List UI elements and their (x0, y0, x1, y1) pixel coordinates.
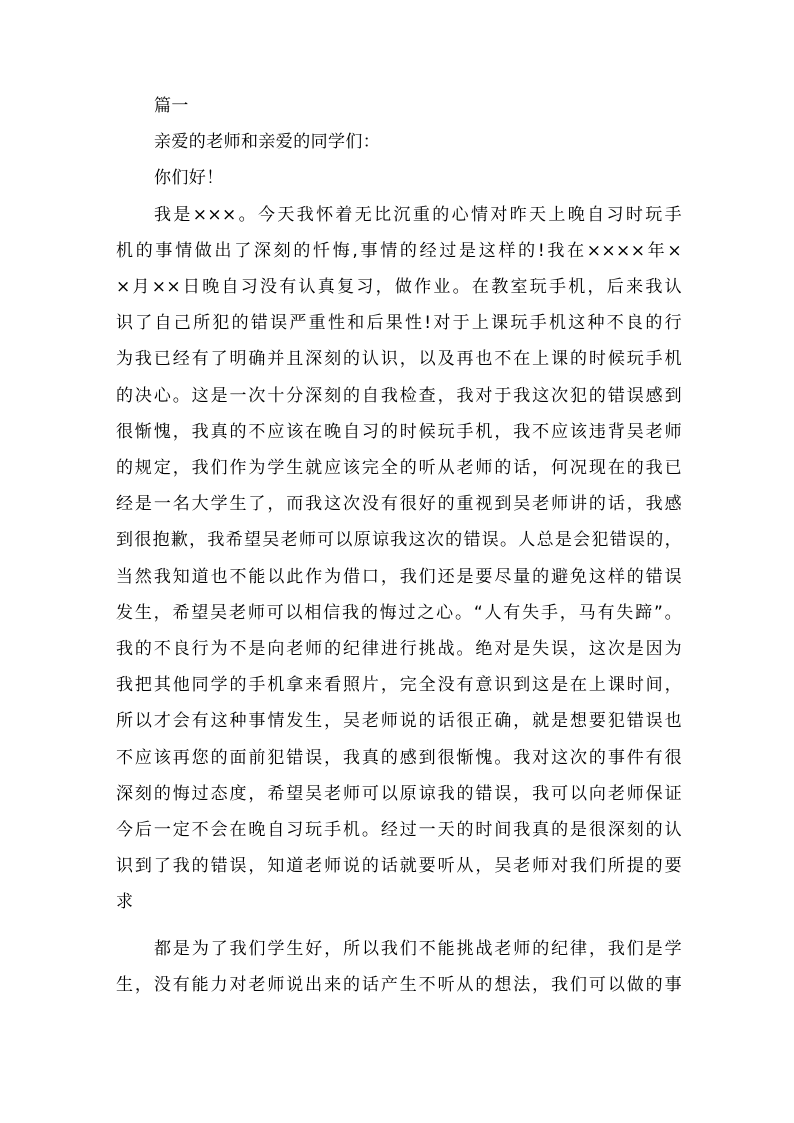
text-line: 都是为了我们学生好，所以我们不能挑战老师的纪律，我们是学 (154, 938, 682, 959)
text-line: 今后一定不会在晚自习玩手机。经过一天的时间我真的是很深刻的认 (116, 820, 682, 841)
paragraph-1 (116, 197, 682, 921)
text-line: 发生，希望吴老师可以相信我的悔过之心。“人有失手，马有失蹄”。 (116, 602, 682, 623)
text-line: 为我已经有了明确并且深刻的认识，以及再也不在上课的时候玩手机 (116, 349, 682, 370)
text-line: 当然我知道也不能以此作为借口，我们还是要尽量的避免这样的错误 (116, 566, 682, 587)
text-line: 我是×××。今天我怀着无比沉重的心情对昨天上晚自习时玩手 (154, 204, 682, 225)
text-line: 我的不良行为不是向老师的纪律进行挑战。绝对是失误，这次是因为 (116, 639, 682, 660)
section-heading: 篇一 (154, 96, 189, 116)
text-line: 求 (116, 892, 134, 913)
text-line: ×月××日晚自习没有认真复习，做作业。在教室玩手机，后来我认 (116, 277, 682, 298)
text-line: 经是一名大学生了，而我这次没有很好的重视到吴老师讲的话，我感 (116, 494, 682, 515)
document-body (116, 88, 682, 1003)
text-line: 的决心。这是一次十分深刻的自我检查，我对于我这次犯的错误感到 (116, 385, 682, 406)
text-line: 生，没有能力对老师说出来的话产生不听从的想法，我们可以做的事 (116, 974, 682, 995)
text-line: 的规定，我们作为学生就应该完全的听从老师的话，何况现在的我已 (116, 458, 682, 479)
text-line: 我把其他同学的手机拿来看照片，完全没有意识到这是在上课时间， (116, 675, 682, 696)
text-line: 不应该再您的面前犯错误，我真的感到很惭愧。我对这次的事件有很 (116, 747, 682, 768)
text-line: 很惭愧，我真的不应该在晚自习的时候玩手机，我不应该违背吴老师 (116, 421, 682, 442)
text-line: 到很抱歉，我希望吴老师可以原谅我这次的错误。人总是会犯错误的， (116, 530, 682, 551)
text-line: 所以才会有这种事情发生，吴老师说的话很正确，就是想要犯错误也 (116, 711, 682, 732)
text-line: 机的事情做出了深刻的忏悔,事情的经过是这样的!我在××××年× (116, 240, 682, 261)
paragraph-spacer (116, 921, 682, 931)
text-line: 深刻的悔过态度，希望吴老师可以原谅我的错误，我可以向老师保证 (116, 783, 682, 804)
text-line: 识了自己所犯的错误严重性和后果性!对于上课玩手机这种不良的行 (116, 313, 682, 334)
text-line: 识到了我的错误，知道老师说的话就要听从，吴老师对我们所提的要 (116, 856, 682, 877)
salutation: 亲爱的老师和亲爱的同学们： (154, 132, 381, 153)
greeting: 你们好！ (154, 168, 224, 189)
paragraph-2 (116, 931, 682, 1003)
